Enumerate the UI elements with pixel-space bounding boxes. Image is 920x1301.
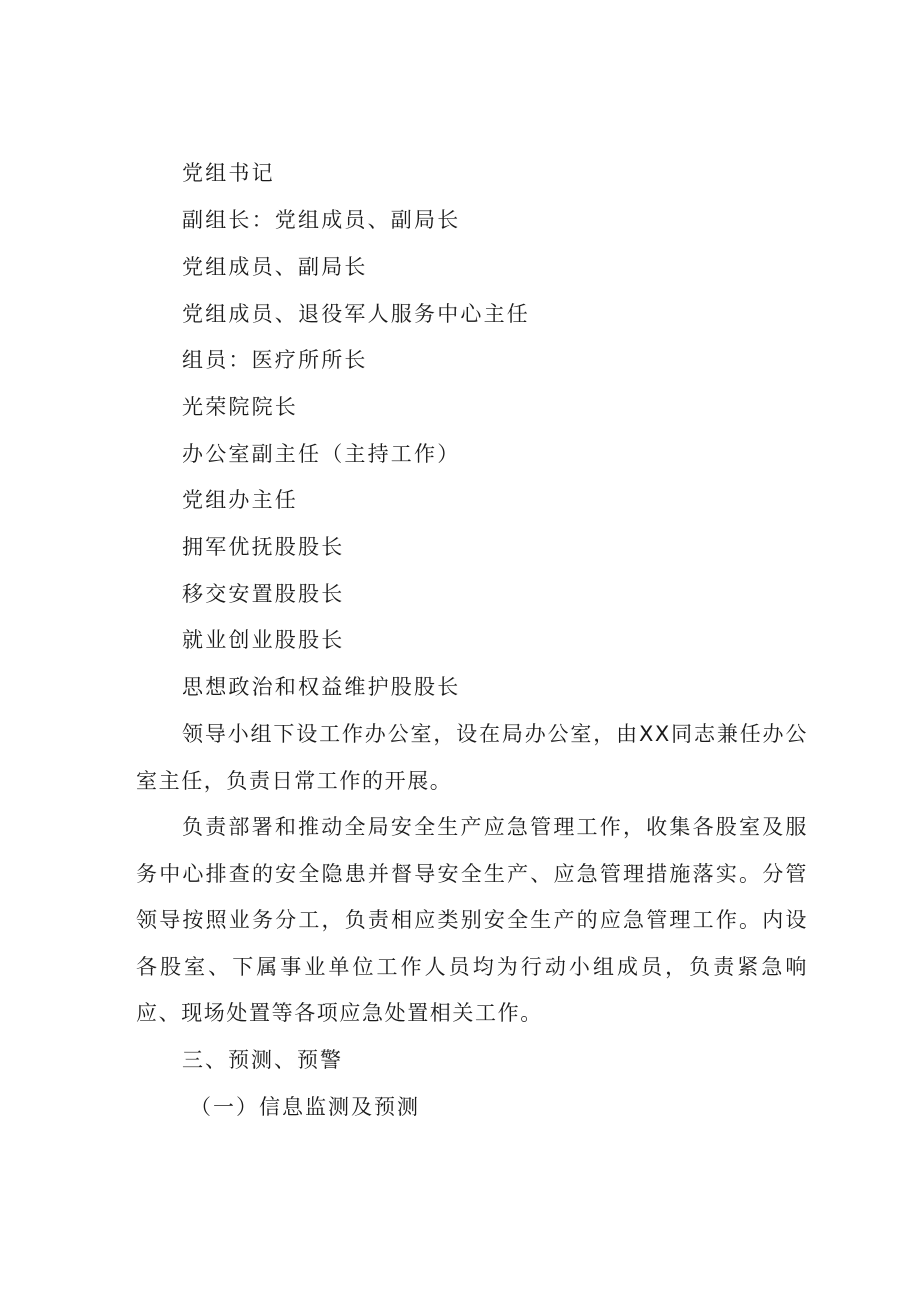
office-paragraph: 领导小组下设工作办公室，设在局办公室，由XX同志兼任办公室主任，负责日常工作的开展。 [136,722,808,793]
member-line-2: 副组长：党组成员、副局长 [182,208,461,232]
member-line-1: 党组书记 [182,161,275,185]
member-line-12: 思想政治和权益维护股股长 [182,675,461,699]
member-line-3: 党组成员、副局长 [182,255,368,279]
member-line-9: 拥军优抚股股长 [182,535,345,559]
subsection-heading: （一）信息监测及预测 [190,1095,420,1119]
member-line-4: 党组成员、退役军人服务中心主任 [182,302,530,326]
duty-paragraph: 负责部署和推动全局安全生产应急管理工作，收集各股室及服务中心排查的安全隐患并督导安全生产、应急管理措施落实。分管领导按照业务分工，负责相应类别安全生产的应急管理工作。内设各股室、下属事业单位工作人员均为行动小组成员，负责紧急响应、现场处置等各项应急处置相关工作。 [136,815,808,1025]
member-line-10: 移交安置股股长 [182,582,345,606]
member-line-8: 党组办主任 [182,488,298,512]
member-line-6: 光荣院院长 [182,395,298,419]
section-heading: 三、预测、预警 [182,1048,343,1072]
member-line-7: 办公室副主任（主持工作） [182,442,461,466]
member-line-5: 组员：医疗所所长 [182,348,368,372]
member-line-11: 就业创业股股长 [182,628,345,652]
